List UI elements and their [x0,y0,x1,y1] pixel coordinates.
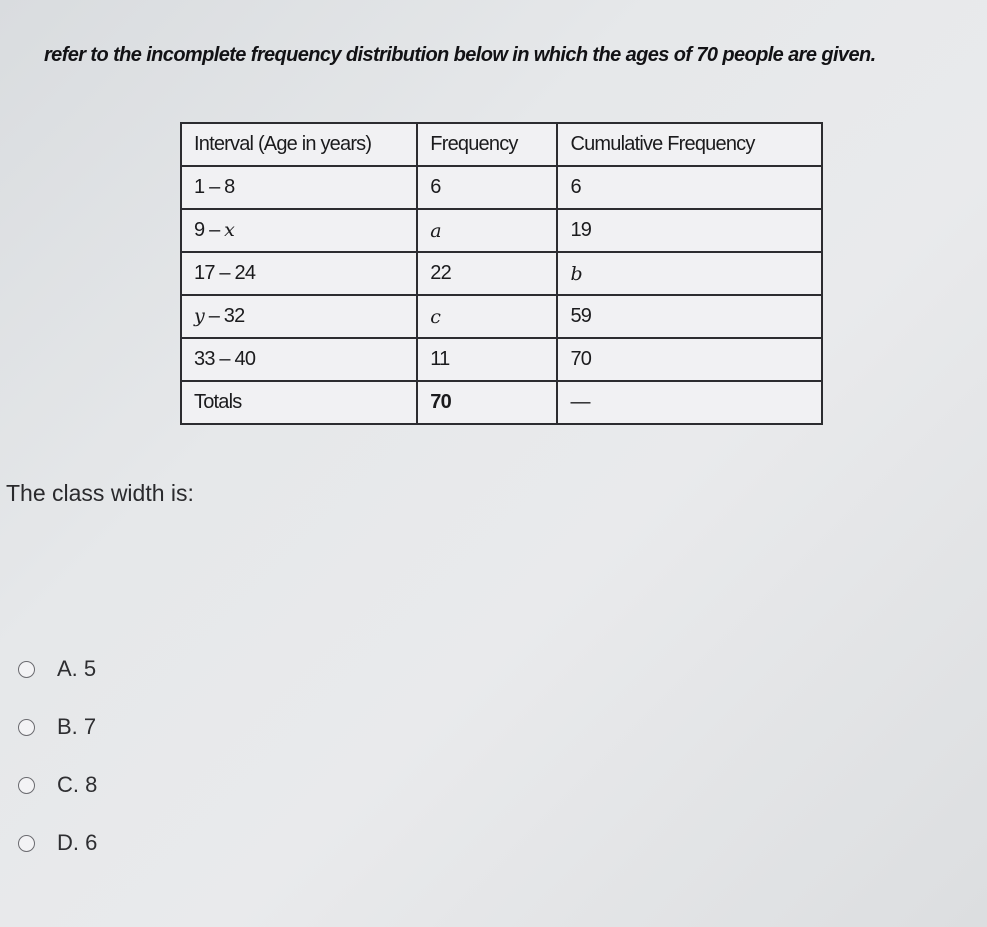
header-frequency: Frequency [417,123,557,166]
option-label: D. 6 [57,830,98,855]
option-a[interactable] [18,640,97,698]
frequency-cell: 6 [417,166,557,209]
cumulative-cell: 70 [557,338,822,381]
interval-cell: y – 32 [181,295,417,338]
interval-cell: 17 – 24 [181,252,417,295]
frequency-cell: a [417,209,557,252]
frequency-cell: 22 [417,252,557,295]
option-c[interactable] [18,756,97,814]
frequency-cell: c [417,295,557,338]
radio-button-icon[interactable] [18,719,35,736]
header-interval: Interval (Age in years) [181,123,417,166]
frequency-table [180,122,823,425]
cumulative-cell: 6 [557,166,822,209]
totals-label: Totals [181,381,417,424]
table-row [181,338,822,381]
question-prompt: The class width is: [6,480,194,506]
table-row [181,295,822,338]
radio-button-icon[interactable] [18,661,35,678]
table-header-row [181,123,822,166]
radio-button-icon[interactable] [18,777,35,794]
table-totals-row [181,381,822,424]
table-row [181,209,822,252]
cumulative-cell: 59 [557,295,822,338]
cumulative-cell: 19 [557,209,822,252]
totals-cumulative: — [557,381,822,424]
table-row [181,166,822,209]
radio-button-icon[interactable] [18,835,35,852]
option-d[interactable] [18,814,97,872]
option-b[interactable] [18,698,97,756]
interval-cell: 9 – x [181,209,417,252]
frequency-cell: 11 [417,338,557,381]
option-label: B. 7 [57,714,97,739]
totals-frequency: 70 [417,381,557,424]
answer-options [18,640,97,872]
question-text: refer to the incomplete frequency distribution below in which the ages of 70 people are given. [44,44,876,66]
table-row [181,252,822,295]
interval-cell: 1 – 8 [181,166,417,209]
interval-cell: 33 – 40 [181,338,417,381]
option-label: A. 5 [57,656,97,681]
header-cumulative-frequency: Cumulative Frequency [557,123,822,166]
cumulative-cell: b [557,252,822,295]
option-label: C. 8 [57,772,98,797]
